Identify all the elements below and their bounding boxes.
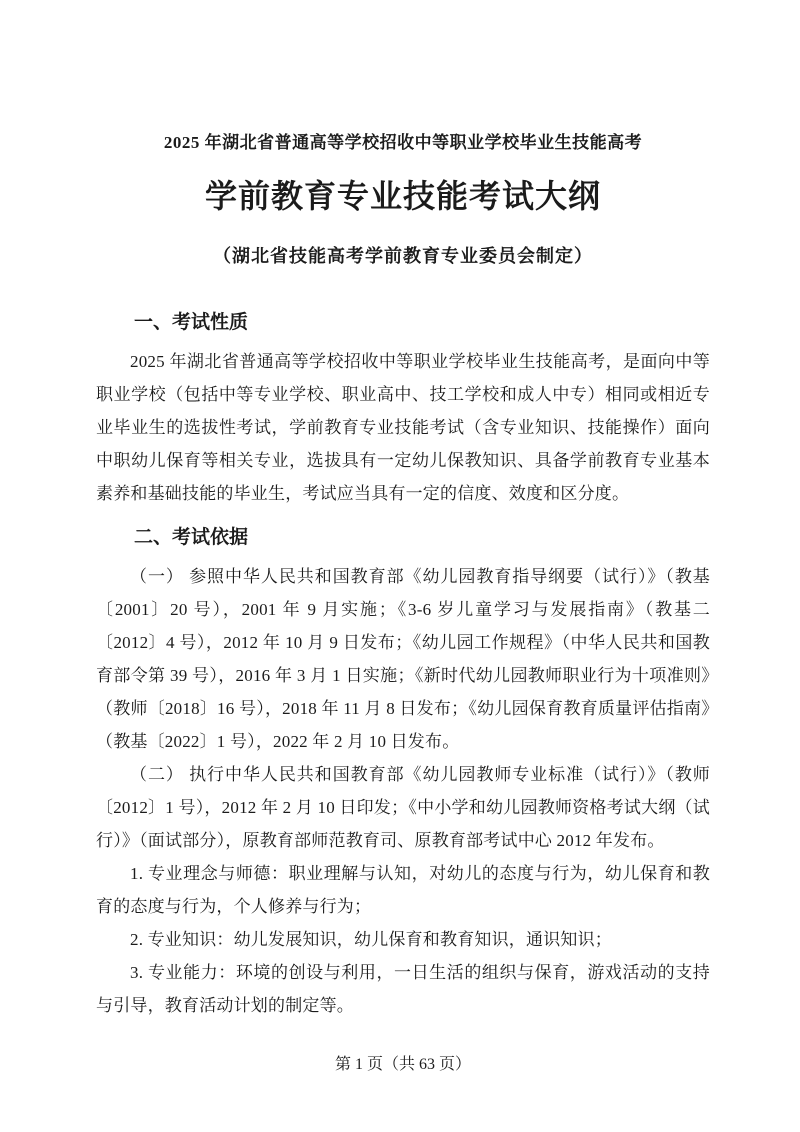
section-heading-exam-basis: 二、考试依据 — [134, 527, 249, 548]
paragraph-exam-nature: 2025 年湖北省普通高等学校招收中等职业学校毕业生技能高考，是面向中等职业学校（包括中等专业学校、职业高中、技工学校和成人中专）相同或相近专业毕业生的选拔性考试，学前教育专业技能考试（含专业知识、技能操作）面向中职幼儿保育等相关专业，选拔具有一定幼儿保教知识、具备学前教育专业基本素养和基础技能的毕业生，考试应当具有一定的信度、效度和区分度。 — [96, 352, 710, 503]
page-number: 第 1 页（共 63 页） — [334, 1056, 471, 1073]
paragraph-item-1: 1. 专业理念与师德：职业理解与认知，对幼儿的态度与行为，幼儿保育和教育的态度与行为，个人修养与行为； — [96, 864, 710, 916]
paragraph-item-2: 2. 专业知识：幼儿发展知识，幼儿保育和教育知识，通识知识； — [130, 930, 612, 949]
document-title: 学前教育专业技能考试大纲 — [204, 178, 601, 214]
document-subtitle: （湖北省技能高考学前教育专业委员会制定） — [213, 246, 593, 266]
section-heading-exam-nature: 一、考试性质 — [134, 312, 249, 333]
document-header-line: 2025 年湖北省普通高等学校招收中等职业学校毕业生技能高考 — [163, 133, 643, 152]
paragraph-basis-1: （一） 参照中华人民共和国教育部《幼儿园教育指导纲要（试行）》（教基〔2001〕20 号），2001 年 9 月实施；《3-6 岁儿童学习与发展指南》（教基二〔2012〕4 号），2012 年 10 月 9 日发布；《幼儿园工作规程》（中华人民共和国教育部令第 39 号），2016 年 3 月 1 日实施；《新时代幼儿园教师职业行为十项准则》（教师〔2018〕16 号），2018 年 11 月 8 日发布；《幼儿园保育教育质量评估指南》（教基〔2022〕1 号），2022 年 2 月 10 日发布。 — [96, 567, 710, 751]
paragraph-item-3: 3. 专业能力：环境的创设与利用，一日生活的组织与保育，游戏活动的支持与引导，教育活动计划的制定等。 — [96, 963, 710, 1015]
paragraph-basis-2: （二） 执行中华人民共和国教育部《幼儿园教师专业标准（试行）》（教师〔2012〕1 号），2012 年 2 月 10 日印发；《中小学和幼儿园教师资格考试大纲（试行）》（面试部分），原教育部师范教育司、原教育部考试中心 2012 年发布。 — [96, 765, 710, 850]
